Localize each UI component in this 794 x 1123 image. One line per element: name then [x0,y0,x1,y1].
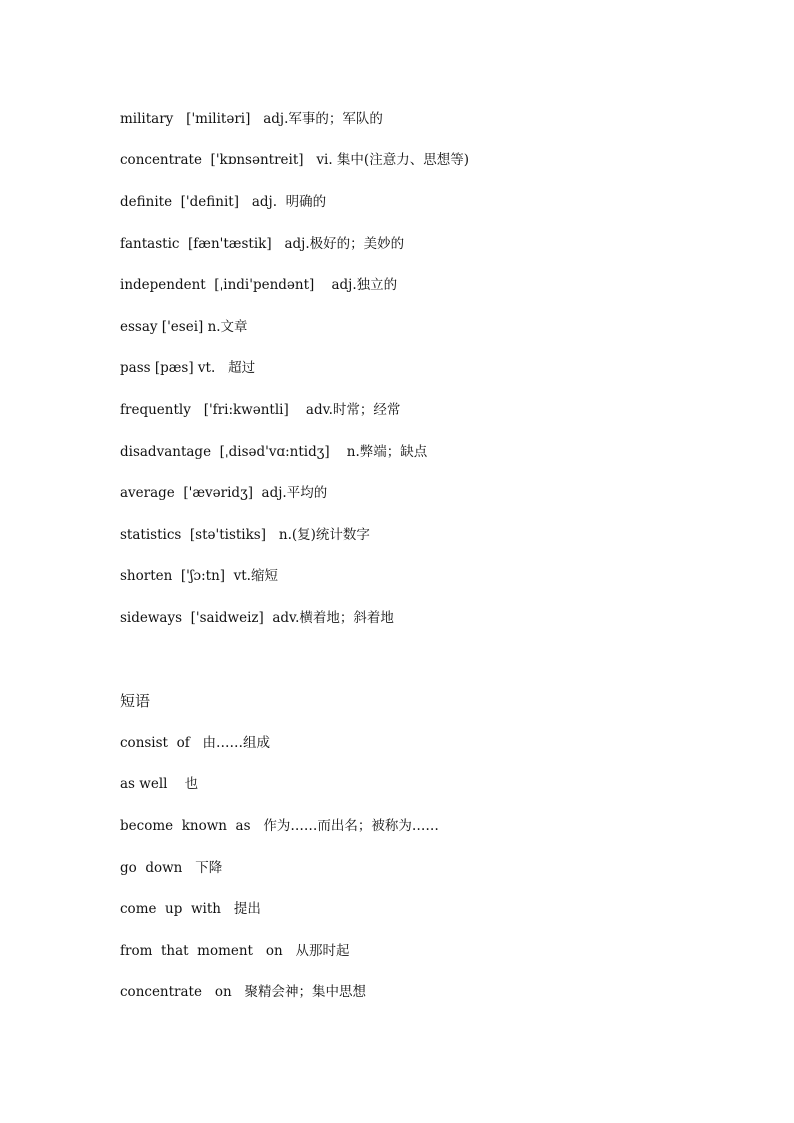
vocab-entry-definite: definite ['definit] adj. 明确的 [120,194,327,210]
phrase-entry-consist-of: consist of 由……组成 [120,735,271,751]
phrase-entry-go-down: go down 下降 [120,860,223,876]
phrase-entry-from-that-moment-on: from that moment on 从那时起 [120,943,350,959]
phrase-entry-as-well: as well 也 [120,776,199,792]
phrases-heading: 短语 [120,692,151,710]
phrase-entry-become-known-as: become known as 作为……而出名；被称为…… [120,818,439,834]
vocab-entry-average: average ['ævəridʒ] adj.平均的 [120,485,328,501]
vocab-entry-fantastic: fantastic [fæn'tæstik] adj.极好的；美妙的 [120,236,405,252]
vocab-entry-pass: pass [pæs] vt. 超过 [120,360,256,376]
vocab-entry-statistics: statistics [stə'tistiks] n.(复)统计数字 [120,527,370,543]
vocab-entry-independent: independent [ˌindi'pendənt] adj.独立的 [120,277,398,293]
vocab-entry-concentrate: concentrate ['kɒnsəntreit] vi. 集中(注意力、思想等) [120,152,469,168]
phrase-entry-come-up-with: come up with 提出 [120,901,261,917]
vocab-entry-essay: essay ['esei] n.文章 [120,319,248,335]
vocab-entry-military: military ['militəri] adj.军事的；军队的 [120,111,383,127]
phrase-entry-concentrate-on: concentrate on 聚精会神；集中思想 [120,984,367,1000]
document-page [120,0,760,1123]
vocab-entry-frequently: frequently ['fri:kwəntli] adv.时常；经常 [120,402,401,418]
vocab-entry-shorten: shorten ['ʃɔ:tn] vt.缩短 [120,568,278,584]
vocab-entry-disadvantage: disadvantage [ˌdisəd'vɑ:ntidʒ] n.弊端；缺点 [120,444,428,460]
vocab-entry-sideways: sideways ['saidweiz] adv.横着地；斜着地 [120,610,394,626]
